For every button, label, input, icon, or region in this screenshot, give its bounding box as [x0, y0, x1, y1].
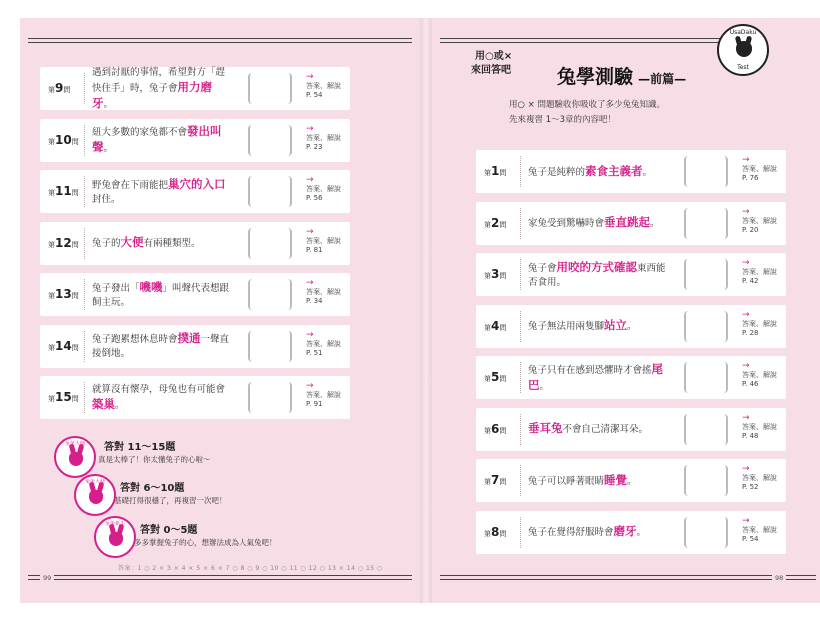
arrow-right-icon: →	[742, 155, 750, 165]
question-keyword: 垂耳兔	[528, 421, 563, 435]
question-suffix: 問	[71, 343, 79, 352]
question-card	[476, 511, 786, 554]
question-text-pre: 兔子可以睜著眼睛	[528, 475, 605, 487]
question-number	[48, 325, 79, 368]
question-text-post: 封住。	[92, 193, 121, 205]
question-num-value: 11	[55, 184, 72, 198]
answer-box[interactable]	[248, 331, 292, 362]
arrow-right-icon: →	[306, 72, 314, 82]
question-text-post: 。	[539, 380, 550, 392]
arrow-right-icon: →	[742, 206, 750, 217]
question-num-value: 5	[491, 370, 500, 384]
arrow-right-icon: →	[742, 464, 750, 474]
question-num-value: 7	[491, 473, 500, 487]
answer-box[interactable]	[248, 279, 292, 310]
question-text-post: 。	[115, 399, 125, 411]
page-title-sub: —前篇—	[638, 72, 687, 86]
answer-page: P. 48	[742, 431, 759, 440]
badge-bottom-text: Test	[737, 64, 749, 71]
question-card	[476, 459, 786, 502]
answer-label: 答案、解說	[742, 474, 777, 482]
question-suffix: 問	[71, 240, 79, 249]
answer-label: 答案、解說	[306, 391, 341, 399]
question-keyword: 發出叫聲	[92, 124, 222, 154]
question-prefix: 第	[48, 86, 55, 94]
divider	[520, 208, 521, 239]
result-description: 真是太棒了！你太懂兔子的心啦〜	[98, 455, 211, 464]
answer-page: P. 54	[306, 91, 323, 99]
question-number	[484, 305, 506, 348]
question-num-value: 14	[55, 338, 72, 353]
question-card	[40, 273, 350, 316]
answer-reference	[742, 259, 777, 286]
question-suffix: 問	[499, 426, 507, 435]
question-number	[48, 170, 79, 213]
question-text	[92, 325, 232, 368]
stamp-text: 兔兔大使	[84, 479, 105, 485]
answer-box[interactable]	[684, 362, 728, 393]
question-text-pre: 兔子的	[92, 238, 121, 249]
answer-label: 答案、解說	[742, 371, 777, 379]
answer-page: P. 54	[742, 534, 759, 543]
question-keyword: 磨牙	[613, 524, 637, 538]
page-number-right: 98	[772, 574, 786, 582]
question-number	[484, 511, 506, 554]
question-text-pre: 紐大多數的家兔都不會	[92, 127, 188, 138]
title-tag-line2: 來回答吧	[471, 65, 511, 76]
question-keyword: 嘰嘰	[139, 279, 163, 294]
question-number	[484, 356, 506, 399]
divider	[84, 331, 85, 362]
question-text-post: 。	[103, 98, 114, 110]
answer-box[interactable]	[248, 125, 292, 156]
question-text-post: 。	[636, 527, 647, 538]
answer-reference	[742, 465, 777, 492]
answer-reference	[742, 517, 777, 544]
answer-reference	[306, 382, 341, 409]
answer-label: 答案、解說	[742, 525, 777, 534]
result-description: 多多掌握兔子的心，想辦法成為人氣兔吧！	[134, 538, 277, 547]
answer-box[interactable]	[684, 414, 728, 445]
question-text	[528, 305, 668, 348]
divider	[84, 176, 85, 207]
stamp-face	[89, 490, 103, 504]
question-suffix: 問	[499, 169, 507, 177]
question-text-post: 。	[627, 321, 637, 332]
question-text-post: 。	[650, 218, 660, 229]
answer-reference	[306, 331, 341, 358]
arrow-right-icon: →	[742, 515, 750, 526]
question-text	[92, 119, 232, 162]
question-number	[484, 202, 506, 245]
question-number	[48, 376, 79, 419]
arrow-right-icon: →	[306, 123, 314, 134]
question-card	[476, 202, 786, 245]
question-num-value: 10	[55, 132, 72, 147]
divider	[520, 311, 521, 342]
question-num-value: 2	[491, 215, 500, 230]
question-prefix: 第	[48, 343, 55, 352]
answer-label: 答案、解說	[306, 133, 341, 142]
answer-reference	[306, 228, 341, 255]
question-suffix: 問	[499, 478, 507, 486]
question-prefix: 第	[484, 272, 491, 280]
question-prefix: 第	[484, 323, 491, 332]
question-text-pre: 兔子只有在感到恐懼時才會搖	[528, 364, 652, 376]
answer-box[interactable]	[684, 517, 728, 548]
answer-box[interactable]	[248, 176, 292, 207]
question-number	[484, 459, 506, 502]
question-keyword: 巢穴的入口	[168, 176, 226, 191]
question-text	[528, 253, 668, 296]
divider	[520, 517, 521, 548]
answer-label: 答案、解說	[742, 422, 777, 431]
question-num-value: 15	[55, 390, 72, 404]
result-title: 答對 0〜5題	[140, 525, 198, 536]
question-suffix: 問	[71, 395, 79, 403]
answer-box[interactable]	[684, 311, 728, 342]
stamp-face	[69, 452, 83, 466]
question-prefix: 第	[48, 292, 55, 300]
answer-reference	[742, 414, 777, 441]
divider	[520, 259, 521, 290]
question-card	[476, 305, 786, 348]
question-num-value: 6	[491, 421, 500, 436]
answer-box[interactable]	[684, 259, 728, 290]
question-card	[40, 119, 350, 162]
answer-page: P. 51	[306, 348, 323, 357]
question-text-pre: 野兔會在下雨能把	[92, 179, 169, 191]
page-title-main: 兔學測驗	[557, 66, 634, 88]
question-card	[40, 170, 350, 213]
question-keyword: 用咬的方式確認	[556, 259, 638, 274]
divider	[84, 73, 85, 104]
question-text	[528, 356, 668, 399]
question-keyword: 築巢	[92, 396, 115, 411]
question-card	[40, 325, 350, 368]
intro-line-2: 先來複習 1〜3章的內容吧！	[509, 115, 617, 125]
question-text-pre: 兔子在覺得舒服時會	[528, 527, 614, 538]
arrow-right-icon: →	[742, 258, 750, 268]
top-rule-left	[28, 38, 412, 43]
answer-reference	[306, 125, 341, 152]
question-card	[476, 253, 786, 296]
arrow-right-icon: →	[306, 226, 314, 237]
divider	[84, 125, 85, 156]
answer-page: P. 34	[306, 297, 323, 305]
result-description: 基礎打得很穩了，再複習一次吧！	[114, 496, 227, 505]
answer-label: 答案、解說	[742, 216, 777, 225]
question-keyword: 垂直跳起	[604, 215, 651, 229]
answer-label: 答案、解說	[306, 82, 341, 90]
question-keyword: 站立	[604, 318, 628, 332]
bunny-stamp-icon	[74, 474, 116, 516]
arrow-right-icon: →	[742, 309, 750, 320]
question-num-value: 3	[491, 267, 500, 281]
answer-page: P. 56	[306, 194, 323, 202]
question-num-value: 8	[491, 524, 500, 539]
question-prefix: 第	[484, 220, 491, 229]
answer-label: 答案、解說	[306, 185, 341, 193]
question-number	[48, 222, 79, 265]
arrow-right-icon: →	[306, 329, 314, 340]
book-gutter	[420, 18, 432, 603]
answer-page: P. 81	[306, 245, 323, 254]
answer-reference	[742, 156, 777, 183]
page-title	[557, 62, 686, 89]
question-text	[92, 222, 232, 265]
question-text-pre: 遇到討厭的事情，希望對方「趕快住手」時，兔子會	[92, 66, 226, 94]
stamp-face	[109, 532, 123, 546]
title-tag-line1: 用○或×	[475, 51, 513, 62]
question-card	[40, 376, 350, 419]
top-rule-right	[440, 38, 730, 43]
question-suffix: 問	[71, 137, 79, 146]
question-text-post: 不會自己清潔耳朵。	[562, 424, 649, 435]
question-card	[476, 408, 786, 451]
answer-label: 答案、解說	[306, 339, 341, 348]
question-keyword: 素食主義者	[585, 163, 643, 178]
question-keyword: 用力磨牙	[92, 79, 213, 110]
question-text	[92, 273, 232, 316]
answer-box[interactable]	[248, 228, 292, 259]
question-text-post: 有兩種類型。	[143, 238, 201, 249]
arrow-right-icon: →	[742, 412, 750, 423]
intro-line-1: 用○ × 問題驗收你吸收了多少兔兔知識。	[509, 100, 665, 110]
bottom-rule-left	[28, 575, 412, 580]
question-suffix: 問	[499, 272, 507, 280]
divider	[520, 465, 521, 496]
question-text	[528, 408, 668, 451]
question-text-pre: 兔子會	[528, 262, 557, 274]
stamp-text: 兔兔新手	[104, 521, 125, 527]
question-text-pre: 就算沒有懷孕，母兔也有可能會	[92, 383, 226, 395]
question-number	[484, 408, 506, 451]
question-num-value: 13	[55, 287, 72, 301]
question-number	[48, 273, 79, 316]
question-card	[476, 356, 786, 399]
arrow-right-icon: →	[306, 278, 314, 288]
book-spread	[20, 18, 820, 603]
divider	[84, 382, 85, 413]
bunny-stamp-icon	[54, 436, 96, 478]
answer-page: P. 52	[742, 483, 759, 491]
question-text	[528, 511, 668, 554]
answer-page: P. 46	[742, 380, 759, 388]
question-text	[92, 376, 232, 419]
answer-label: 答案、解說	[306, 288, 341, 296]
question-num-value: 9	[55, 81, 64, 95]
question-text-pre: 家兔受到驚嚇時會	[528, 218, 605, 229]
question-text-pre: 兔子發出「	[92, 282, 140, 294]
answer-label: 答案、解說	[742, 268, 777, 276]
question-number	[484, 253, 506, 296]
bottom-rule-right	[440, 575, 816, 580]
question-card	[40, 222, 350, 265]
arrow-right-icon: →	[306, 381, 314, 391]
question-prefix: 第	[48, 240, 55, 249]
answer-page: P. 23	[306, 142, 323, 151]
answer-reference	[742, 208, 777, 235]
question-prefix: 第	[48, 137, 55, 146]
question-keyword: 撲通	[177, 331, 201, 345]
answer-label: 答案、解說	[742, 319, 777, 328]
question-suffix: 問	[71, 292, 79, 300]
answer-reference	[742, 311, 777, 338]
question-text-pre: 兔子無法用兩隻腳	[528, 321, 605, 332]
question-card	[40, 67, 350, 110]
badge-top-text: UsaDaku	[729, 29, 757, 36]
question-keyword: 大便	[120, 235, 144, 249]
answer-label: 答案、解說	[742, 165, 777, 173]
question-text-pre: 兔子是純粹的	[528, 166, 586, 178]
question-text	[92, 170, 232, 213]
question-prefix: 第	[484, 478, 491, 486]
question-suffix: 問	[71, 189, 79, 197]
divider	[84, 279, 85, 310]
question-prefix: 第	[48, 189, 55, 197]
answer-box[interactable]	[684, 465, 728, 496]
question-text-post: 。	[642, 166, 653, 178]
question-number	[48, 119, 79, 162]
divider	[84, 228, 85, 259]
question-num-value: 1	[491, 164, 500, 178]
question-text-pre: 兔子跑累想休息時會	[92, 334, 178, 345]
question-num-value: 4	[491, 318, 500, 333]
answer-page: P. 76	[742, 174, 759, 182]
answer-box[interactable]	[248, 73, 292, 104]
question-prefix: 第	[484, 529, 491, 538]
answer-label: 答案、解說	[306, 236, 341, 245]
question-text	[528, 459, 668, 502]
question-keyword: 睡覺	[604, 472, 628, 487]
question-text	[528, 150, 668, 193]
question-card	[476, 150, 786, 193]
bunny-stamp-icon	[94, 516, 136, 558]
answer-box[interactable]	[248, 382, 292, 413]
question-number	[48, 67, 70, 110]
question-prefix: 第	[48, 395, 55, 403]
question-number	[484, 150, 506, 193]
page-number-left: 99	[40, 574, 54, 582]
answer-reference	[306, 176, 341, 203]
answer-reference	[742, 362, 777, 389]
question-text	[92, 67, 232, 110]
answer-key: 答案：1 ○ 2 × 3 × 4 × 5 × 6 × 7 ○ 8 ○ 9 ○ 10 ○ 11 ○ 12 ○ 13 × 14 ○ 15 ○	[118, 565, 383, 572]
answer-page: P. 20	[742, 225, 759, 234]
arrow-right-icon: →	[742, 361, 750, 371]
title-tag	[471, 50, 545, 78]
stamp-text: 兔兔大師	[64, 441, 85, 447]
question-keyword: 尾巴	[528, 361, 664, 392]
question-text-post: 。	[627, 475, 637, 487]
divider	[520, 362, 521, 393]
question-text	[528, 202, 668, 245]
question-suffix: 問	[499, 220, 507, 229]
answer-reference	[306, 73, 341, 100]
question-num-value: 12	[55, 235, 72, 250]
question-text-post: 」叫聲代表想跟飼主玩。	[92, 282, 230, 308]
result-title: 答對 6〜10題	[120, 483, 185, 494]
question-text-post: 。	[103, 143, 114, 154]
question-text-post: 東西能否食用。	[528, 262, 666, 288]
answer-box[interactable]	[684, 208, 728, 239]
answer-box[interactable]	[684, 156, 728, 187]
answer-reference	[306, 279, 341, 306]
question-prefix: 第	[484, 169, 491, 177]
question-prefix: 第	[484, 375, 491, 383]
divider	[520, 414, 521, 445]
arrow-right-icon: →	[306, 175, 314, 185]
question-suffix: 問	[499, 529, 507, 538]
answer-page: P. 28	[742, 328, 759, 337]
usadaku-test-badge	[717, 24, 769, 76]
question-text-post: 一聲直接倒地。	[92, 334, 230, 359]
question-suffix: 問	[63, 86, 71, 94]
divider	[520, 156, 521, 187]
question-suffix: 問	[499, 323, 507, 332]
result-title: 答對 11〜15題	[104, 442, 176, 453]
answer-page: P. 42	[742, 277, 759, 285]
question-prefix: 第	[484, 426, 491, 435]
question-suffix: 問	[499, 375, 507, 383]
answer-page: P. 91	[306, 400, 323, 408]
